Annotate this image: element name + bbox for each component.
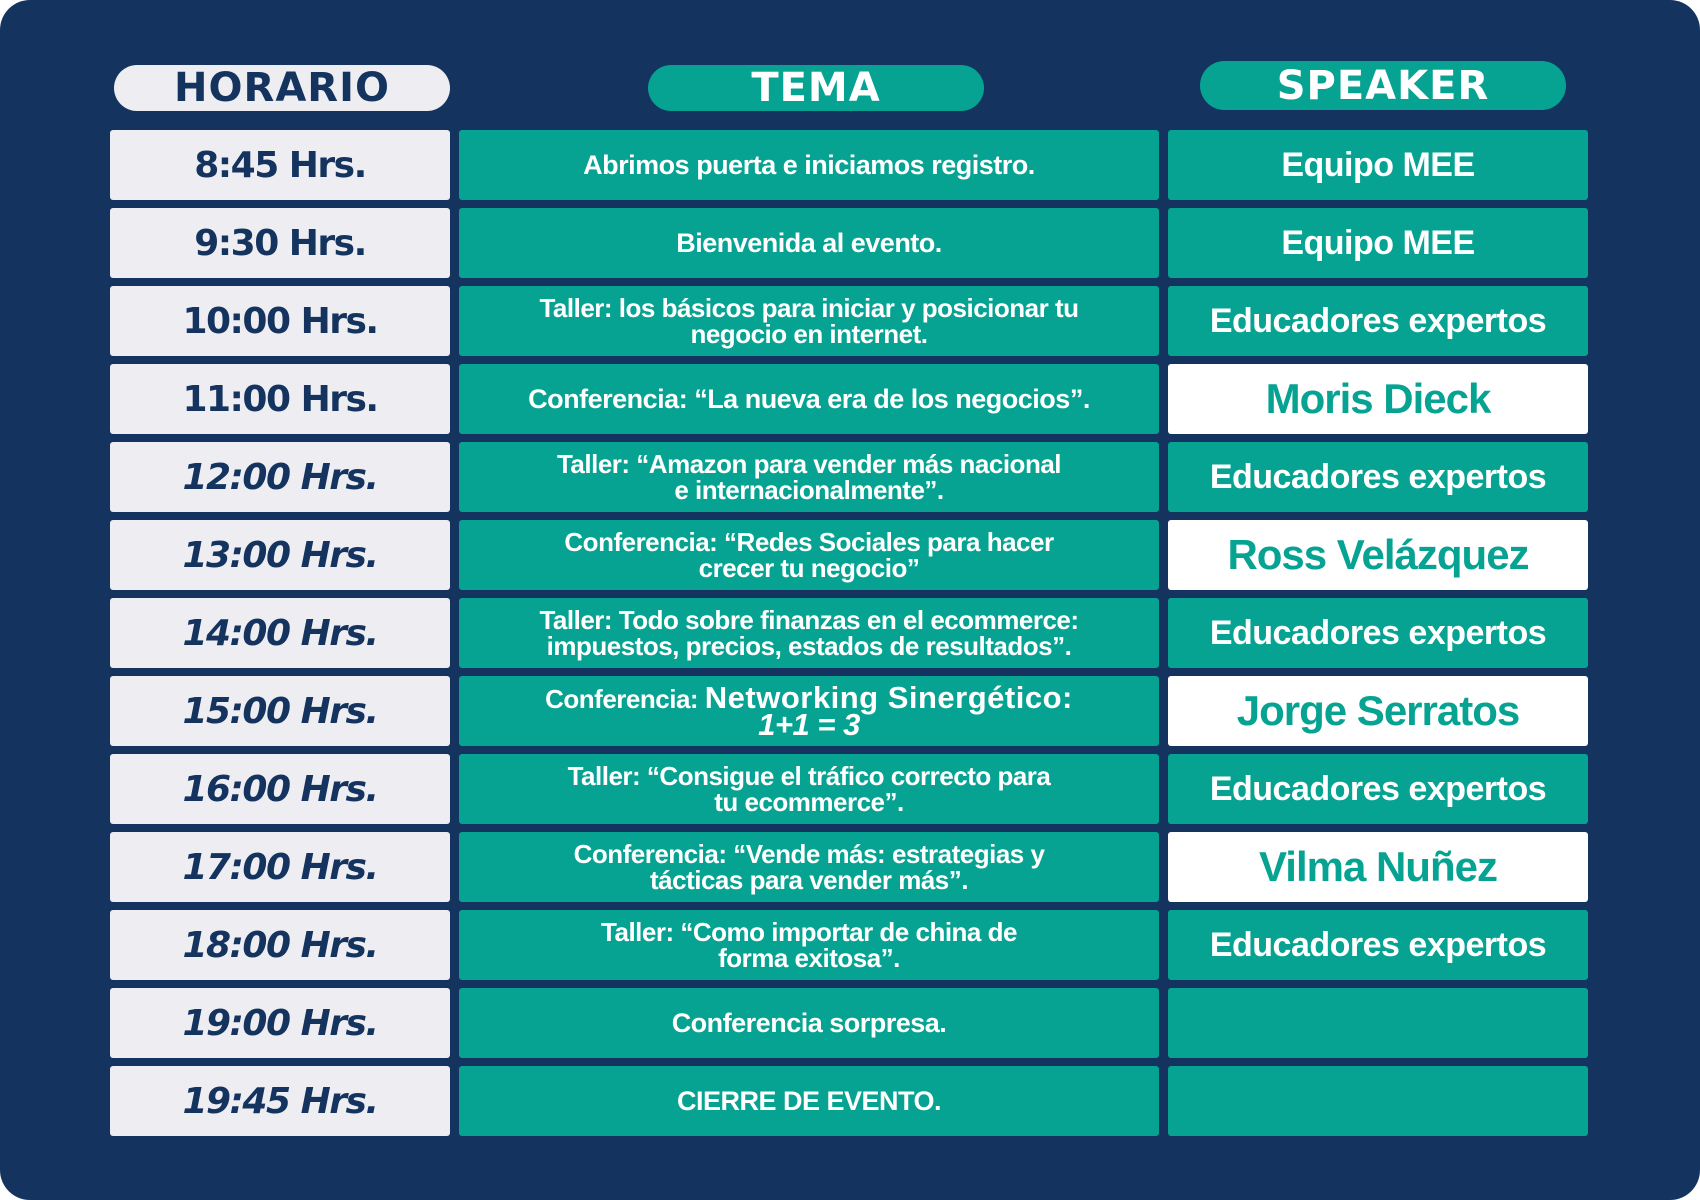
topic-cell: CIERRE DE EVENTO. [459,1066,1159,1136]
agenda-row [0,988,1700,1058]
time-cell: 14:00 Hrs. [110,598,450,668]
speaker-cell: Equipo MEE [1168,130,1588,200]
agenda-row [0,364,1700,434]
time-cell: 13:00 Hrs. [110,520,450,590]
header-tema: TEMA [648,65,984,111]
agenda-row [0,598,1700,668]
time-cell: 18:00 Hrs. [110,910,450,980]
agenda-row [0,208,1700,278]
speaker-cell: Educadores expertos [1168,754,1588,824]
speaker-cell-featured: Jorge Serratos [1168,676,1588,746]
topic-cell: Conferencia sorpresa. [459,988,1159,1058]
speaker-cell: Educadores expertos [1168,598,1588,668]
time-cell: 11:00 Hrs. [110,364,450,434]
agenda-row [0,676,1700,746]
topic-line-2: tácticas para vender más”. [650,865,968,895]
topic-cell [459,598,1159,668]
agenda-row [0,130,1700,200]
speaker-cell-empty [1168,1066,1588,1136]
topic-main: Networking Sinergético: [704,679,1073,715]
time-cell: 8:45 Hrs. [110,130,450,200]
time-cell: 19:00 Hrs. [110,988,450,1058]
topic-line-1: Taller: “Como importar de china de [601,917,1017,947]
topic-cell [459,910,1159,980]
topic-cell [459,442,1159,512]
time-cell: 16:00 Hrs. [110,754,450,824]
agenda-row [0,442,1700,512]
topic-cell [459,832,1159,902]
time-cell: 9:30 Hrs. [110,208,450,278]
topic-line-1: Conferencia: “Vende más: estrategias y [573,839,1045,869]
speaker-cell-empty [1168,988,1588,1058]
topic-line-1: Conferencia: “Redes Sociales para hacer [564,527,1054,557]
topic-cell: Abrimos puerta e iniciamos registro. [459,130,1159,200]
time-cell: 10:00 Hrs. [110,286,450,356]
topic-cell [459,286,1159,356]
speaker-cell-featured: Moris Dieck [1168,364,1588,434]
topic-line-1: Taller: los básicos para iniciar y posicionar tu [539,293,1079,323]
topic-line-2: negocio en internet. [690,319,928,349]
agenda-row [0,910,1700,980]
topic-line-2: 1+1 = 3 [758,706,860,742]
speaker-cell: Educadores expertos [1168,442,1588,512]
agenda-row [0,286,1700,356]
agenda-row [0,520,1700,590]
topic-cell: Conferencia: “La nueva era de los negocios”. [459,364,1159,434]
topic-line-1: Taller: “Consigue el tráfico correcto para [567,761,1051,791]
time-cell: 19:45 Hrs. [110,1066,450,1136]
header-horario: HORARIO [114,65,450,111]
topic-line-1: Taller: Todo sobre finanzas en el ecommerce: [539,605,1079,635]
topic-cell [459,676,1159,746]
speaker-cell: Educadores expertos [1168,286,1588,356]
speaker-cell: Equipo MEE [1168,208,1588,278]
topic-prefix: Conferencia: [545,683,699,714]
agenda-row [0,1066,1700,1136]
topic-cell [459,520,1159,590]
topic-line-2: forma exitosa”. [718,943,900,973]
time-cell: 17:00 Hrs. [110,832,450,902]
topic-line-2: crecer tu negocio” [698,553,920,583]
topic-line-2: impuestos, precios, estados de resultados”. [546,631,1072,661]
topic-cell [459,754,1159,824]
speaker-cell-featured: Ross Velázquez [1168,520,1588,590]
time-cell: 15:00 Hrs. [110,676,450,746]
topic-line-1: Taller: “Amazon para vender más nacional [556,449,1062,479]
time-cell: 12:00 Hrs. [110,442,450,512]
topic-line-2: tu ecommerce”. [714,787,904,817]
agenda-row [0,754,1700,824]
header-speaker: SPEAKER [1200,61,1566,110]
speaker-cell: Educadores expertos [1168,910,1588,980]
topic-line-2: e internacionalmente”. [674,475,944,505]
speaker-cell-featured: Vilma Nuñez [1168,832,1588,902]
topic-cell: Bienvenida al evento. [459,208,1159,278]
agenda-row [0,832,1700,902]
